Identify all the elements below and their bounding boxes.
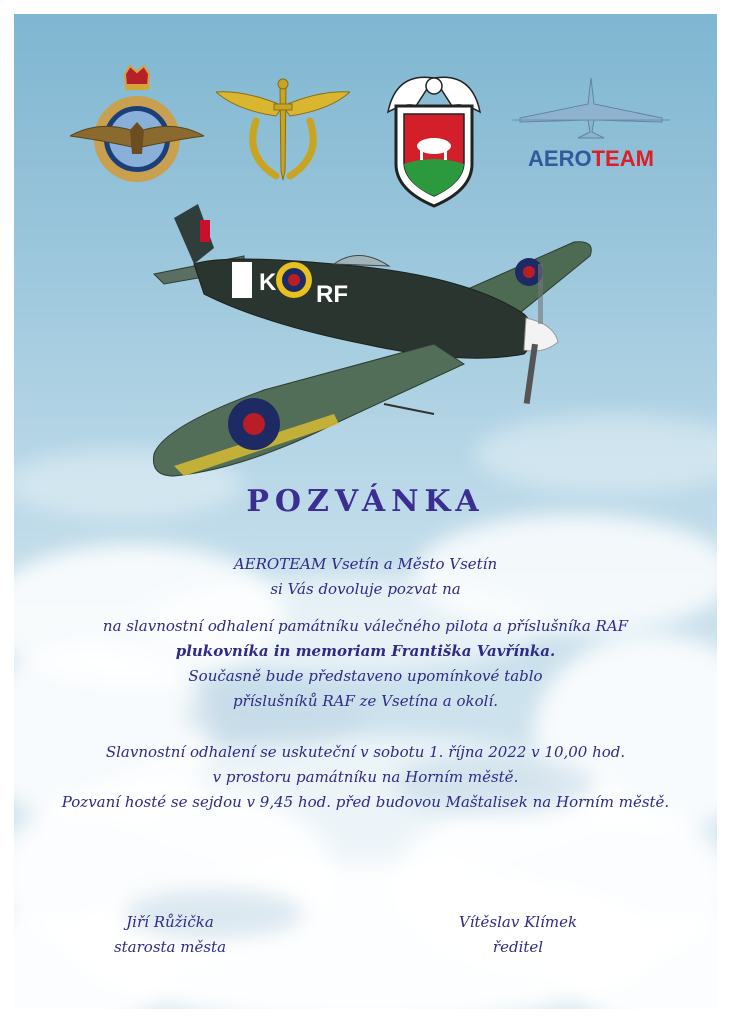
aeroteam-jet-icon (512, 74, 670, 144)
aeroteam-wordmark-aero: AERO (528, 146, 592, 171)
event-line: na slavnostní odhalení památníku válečného pilota a příslušníka RAF (102, 617, 629, 635)
event-block (14, 614, 717, 714)
vsetin-coat-of-arms-icon (386, 72, 482, 208)
raf-badge-icon (70, 64, 204, 194)
event-line: příslušníků RAF ze Vsetína a okolí. (232, 692, 499, 710)
page-title: POZVÁNKA (246, 484, 485, 519)
spitfire-airplane-icon (134, 194, 604, 484)
detail-line: Slavnostní odhalení se uskuteční v sobotu 1. října 2022 v 10,00 hod. (105, 743, 626, 761)
details-block (14, 740, 717, 815)
fuselage-code-rf: RF (316, 281, 348, 308)
intro-block (14, 552, 717, 602)
event-line: Současně bude představeno upomínkové tablo (188, 667, 543, 685)
intro-line: AEROTEAM Vsetín a Město Vsetín (233, 555, 498, 573)
fuselage-code-k: K (259, 269, 277, 296)
aeroteam-wordmark (512, 146, 670, 172)
detail-line: v prostoru památníku na Horním městě. (212, 768, 519, 786)
signature-director (418, 910, 618, 960)
aeroteam-logo (512, 74, 670, 174)
signature-role: ředitel (492, 938, 544, 956)
intro-line: si Vás dovoluje pozvat na (270, 580, 461, 598)
detail-line: Pozvaní hosté se sejdou v 9,45 hod. před budovou Maštalisek na Horním městě. (61, 793, 670, 811)
signature-name: Vítěslav Klímek (458, 913, 578, 931)
czech-air-force-badge-icon (216, 76, 350, 184)
signature-mayor (70, 910, 270, 960)
signature-role: starosta města (113, 938, 227, 956)
honoree-line: plukovníka in memoriam Františka Vavřínka. (175, 642, 556, 660)
aeroteam-wordmark-team: TEAM (591, 146, 654, 171)
signature-name: Jiří Růžička (126, 913, 214, 931)
invitation-card (14, 14, 717, 1009)
